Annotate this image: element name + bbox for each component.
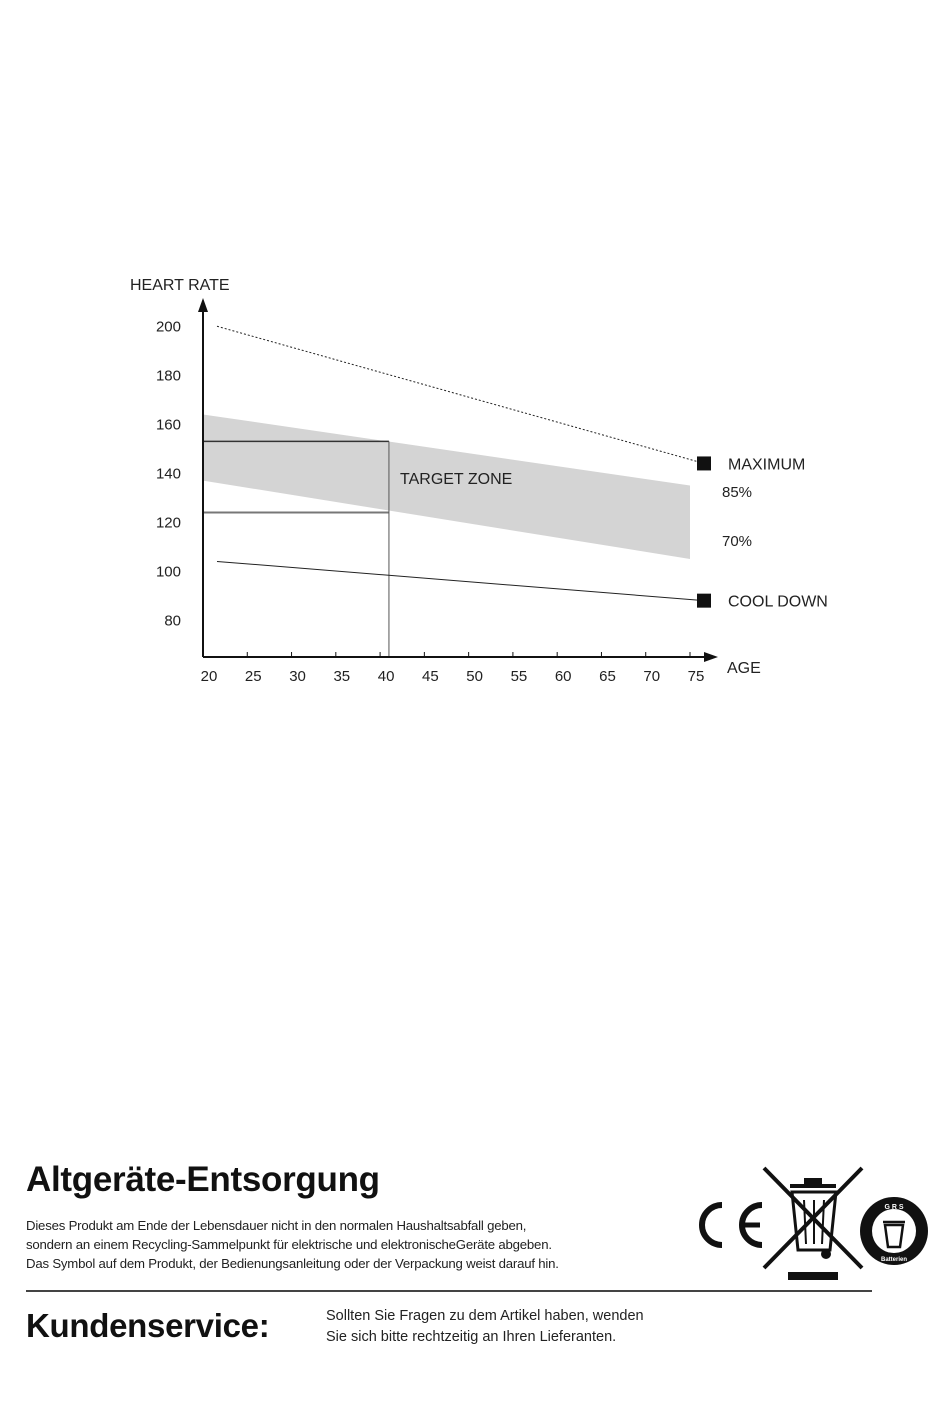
x-tick-label: 35	[333, 668, 351, 685]
footer	[0, 1150, 950, 1420]
y-tick-label: 160	[155, 416, 181, 434]
y-tick-label: 180	[155, 367, 181, 385]
y-axis-arrow	[198, 298, 208, 312]
x-tick-label: 25	[244, 668, 262, 685]
x-tick-label: 75	[687, 668, 705, 685]
x-axis-title: AGE	[727, 660, 761, 677]
disposal-line: Das Symbol auf dem Produkt, der Bedienungsanleitung oder der Verpackung weist darauf hin.	[26, 1256, 559, 1271]
x-tick-label: 50	[466, 668, 483, 685]
grs-recycling-seal-icon	[858, 1195, 930, 1267]
series-label: COOL DOWN	[728, 593, 828, 611]
crossed-out-wheelie-bin-icon	[760, 1164, 866, 1284]
x-tick-label: 70	[643, 668, 661, 685]
y-tick-label: 140	[155, 465, 181, 483]
divider	[26, 1290, 872, 1292]
x-tick-label: 60	[554, 668, 572, 685]
x-tick-label: 40	[377, 668, 395, 685]
series-label: MAXIMUM	[728, 456, 806, 474]
service-title: Kundenservice:	[26, 1307, 270, 1344]
service-text	[326, 1306, 644, 1348]
y-tick-label: 120	[155, 514, 181, 532]
x-axis-arrow	[704, 652, 718, 662]
x-tick-label: 20	[200, 668, 218, 685]
disposal-title: Altgeräte-Entsorgung	[26, 1160, 380, 1199]
series-marker-cool-down	[697, 594, 711, 608]
disposal-text	[26, 1216, 696, 1273]
band-upper-label: 85%	[722, 484, 753, 501]
y-axis-title: HEART RATE	[130, 277, 230, 294]
band-lower-label: 70%	[722, 533, 753, 550]
x-tick-label: 45	[422, 668, 439, 685]
service-line: Sie sich bitte rechtzeitig an Ihren Lieferanten.	[326, 1329, 617, 1345]
x-tick-label: 55	[510, 668, 528, 685]
x-tick-label: 30	[289, 668, 306, 685]
grs-seal-top-text: G R S	[884, 1204, 904, 1211]
y-tick-label: 80	[164, 612, 181, 630]
disposal-line: sondern an einem Recycling-Sammelpunkt für elektrische und elektronischeGeräte abgeben.	[26, 1237, 552, 1252]
disposal-line: Dieses Produkt am Ende der Lebensdauer nicht in den normalen Haushaltsabfall geben,	[26, 1218, 527, 1233]
target-zone-label: TARGET ZONE	[400, 471, 513, 488]
series-line-cool-down	[217, 561, 704, 600]
ce-mark-icon	[690, 1195, 770, 1255]
x-tick-label: 65	[599, 668, 616, 685]
y-tick-label: 200	[155, 318, 181, 336]
series-marker-maximum	[697, 456, 711, 470]
grs-seal-bottom-text: Batterien	[880, 1257, 908, 1263]
y-tick-label: 100	[155, 563, 181, 581]
service-line: Sollten Sie Fragen zu dem Artikel haben, wenden	[326, 1308, 644, 1324]
